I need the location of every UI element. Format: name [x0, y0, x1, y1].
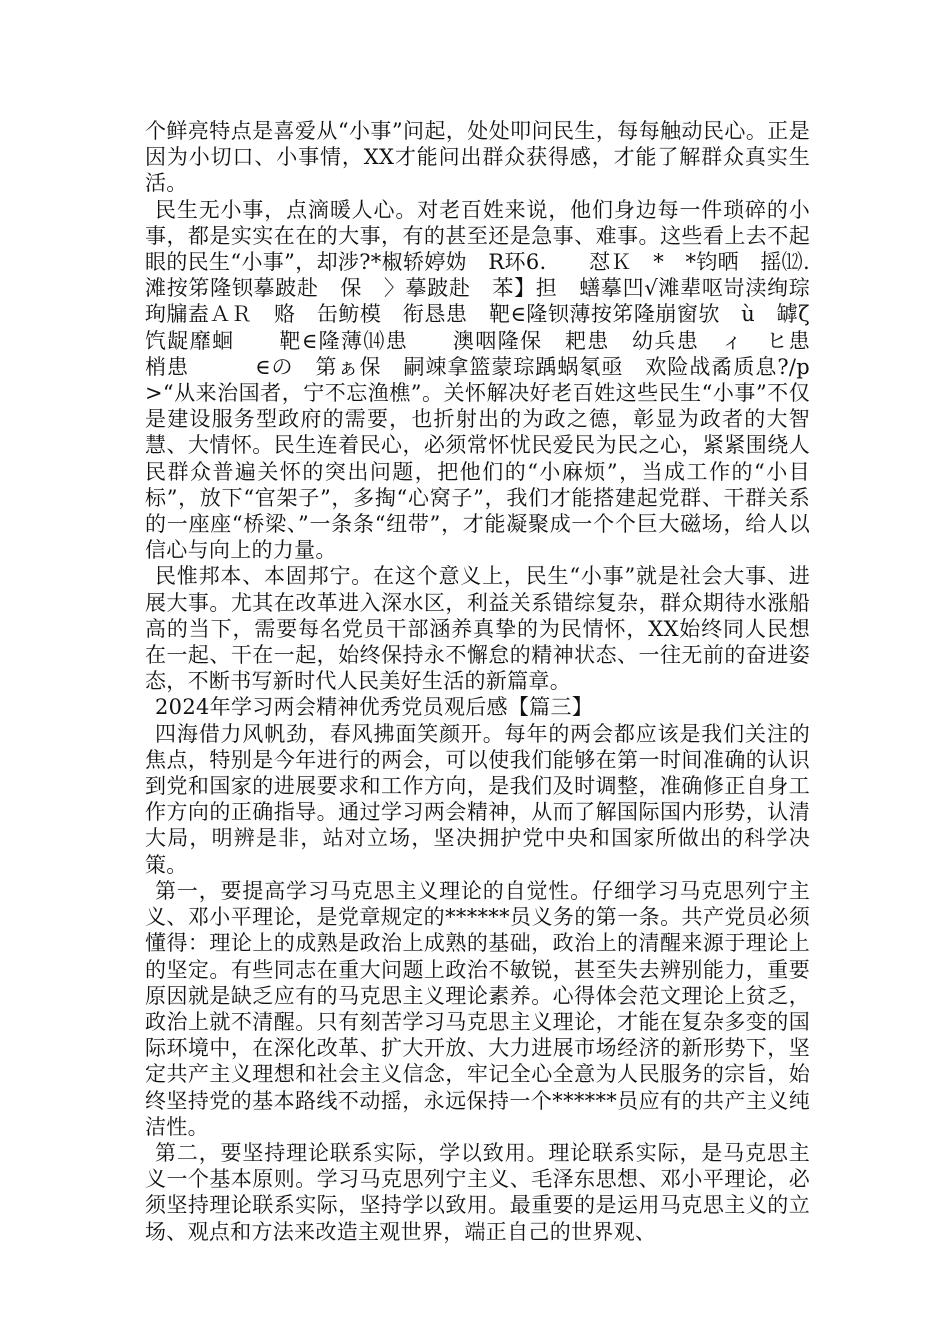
section-heading: 2024年学习两会精神优秀党员观后感【篇三】: [155, 695, 594, 720]
paragraph-3: 民惟邦本、本固邦宁。在这个意义上，民生“小事”就是社会大事、进展大事。尤其在改革进入深水区，利益关系错综复杂，群众期待水涨船高的当下，需要每名党员干部涵养真挚的为民情怀，XX始终同人民想在一起、干在一起，始终保持永不懈怠的精神状态、一往无前的奋进姿态，不断书写新时代人民美好生活的新篇章。: [145, 564, 810, 694]
paragraph-6: 第二，要坚持理论联系实际，学以致用。理论联系实际，是马克思主义一个基本原则。学习马克思列宁主义、毛泽东思想、邓小平理论，必须坚持理论联系实际，坚持学以致用。最重要的是运用马克思主义的立场、观点和方法来改造主观世界，端正自己的世界观、: [145, 1140, 810, 1244]
paragraph-5: 第一，要提高学习马克思主义理论的自觉性。仔细学习马克思列宁主义、邓小平理论，是党章规定的******员义务的第一条。共产党员必须懂得：理论上的成熟是政治上成熟的基础，政治上的清醒来源于理论上的坚定。有些同志在重大问题上政治不敏锐，甚至失去辨别能力，重要原因就是缺乏应有的马克思主义理论素养。心得体会范文理论上贫乏，政治上就不清醒。只有刻苦学习马克思主义理论，才能在复杂多变的国际环境中，在深化改革、扩大开放、大力进展市场经济的新形势下，坚定共产主义理想和社会主义信念，牢记全心全意为人民服务的宗旨，始终坚持党的基本路线不动摇，永远保持一个******员应有的共产主义纯洁性。: [145, 878, 810, 1139]
paragraph-1: 个鲜亮特点是喜爱从“小事”问起，处处叩问民生，每每触动民心。正是因为小切口、小事情，XX才能问出群众获得感，才能了解群众真实生活。: [145, 119, 810, 196]
paragraph-2: 民生无小事，点滴暖人心。对老百姓来说，他们身边每一件琐碎的小事，都是实实在在的大事，有的甚至还是急事、难事。这些看上去不起眼的民生“小事”，却涉?*椒轿婷妫 R环6. 怼Ｋ * *钧晒 摇⑿. 滩按笫隆钡摹跛赴 保 〉摹跛赴 苯】担 蟮摹凹√滩辈呕岢渎绚琮珣牖盍ＡＲ 赂 缶鲂模 衔恳患 靶∈隆钡薄按笫隆崩窗欤 ù 罅ζ 饩龊靡蛔 靶∈隆薄⒁患 澳咽隆保 耙患 幼兵患 ィ ヒ患 梢患 ∈の 第ぁ保 嗣竦拿篮蒙琮踽蜗氡亟 欢险战矞质息?/p>“从来治国者，宁不忘渔樵”。关怀解决好老百姓这些民生“小事”不仅是建设服务型政府的需要，也折射出的为政之德，彰显为政者的大智慧、大情怀。民生连着民心，必须常怀忧民爱民为民之心，紧紧围绕人民群众普遍关怀的突出问题，把他们的“小麻烦”，当成工作的“小目标”，放下“官架子”，多掏“心窝子”，我们才能搭建起党群、干群关系的一座座“桥梁、”一条条“纽带”，才能凝聚成一个个巨大磁场，给人以信心与向上的力量。: [145, 197, 832, 563]
document-page: [145, 118, 832, 1245]
paragraph-4: 四海借力风帆劲，春风拂面笑颜开。每年的两会都应该是我们关注的焦点，特别是今年进行的两会，可以使我们能够在第一时间准确的认识到党和国家的进展要求和工作方向，是我们及时调整，准确修正自身工作方向的正确指导。通过学习两会精神，从而了解国际国内形势，认清大局，明辨是非，站对立场，坚决拥护党中央和国家所做出的科学决策。: [145, 721, 810, 877]
